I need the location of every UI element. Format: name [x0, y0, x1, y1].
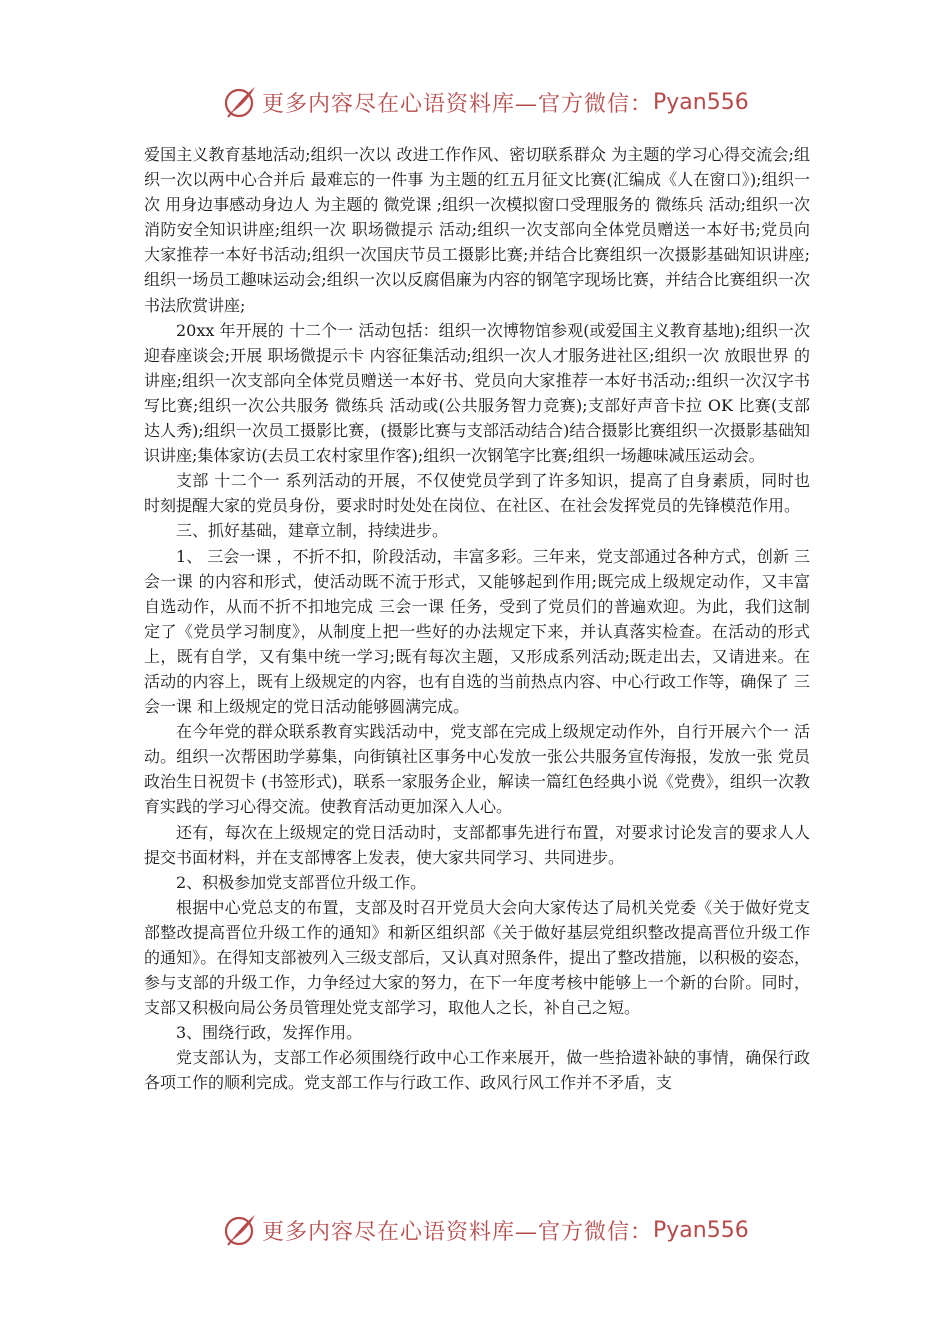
paragraph: 爱国主义教育基地活动;组织一次以 改进工作作风、密切联系群众 为主题的学习心得交流会;组织一次以两中心合并后 最难忘的一件事 为主题的红五月征文比赛(汇编成《人在窗口》);组织一次 用身边事感动身边人 为主题的 微党课 ;组织一次模拟窗口受理服务的 微练兵 活动;组织一次消防安全知识讲座;组织一次 职场微提示 活动;组织一次支部向全体党员赠送一本好书;党员向大家推荐一本好书活动;组织一次国庆节员工摄影比赛;并结合比赛组织一次摄影基础知识讲座;组织一场员工趣味运动会;组织一次以反腐倡廉为内容的钢笔字现场比赛，并结合比赛组织一次书法欣赏讲座;: [144, 145, 810, 315]
banner-text: 更多内容尽在心语资料库—官方微信：: [262, 91, 654, 117]
subsection-heading: 3、围绕行政，发挥作用。: [176, 1023, 363, 1043]
subsection-heading: 2、积极参加党支部晋位升级工作。: [176, 872, 427, 892]
banner-text: 更多内容尽在心语资料库—官方微信：: [262, 1219, 654, 1245]
paragraph: 还有，每次在上级规定的党日活动时，支部都事先进行布置，对要求讨论发言的要求人人提交书面材料，并在支部博客上发表，使大家共同学习、共同进步。: [144, 822, 810, 867]
quill-logo-icon: [222, 1212, 258, 1248]
header-banner: [222, 80, 749, 124]
section-heading: 三、抓好基础，建章立制，持续进步。: [176, 521, 449, 541]
paragraph: 20xx 年开展的 十二个一 活动包括：组织一次博物馆参观(或爱国主义教育基地);组织一次迎春座谈会;开展 职场微提示卡 内容征集活动;组织一次人才服务进社区;组织一次 放眼世界 的讲座;组织一次支部向全体党员赠送一本好书、党员向大家推荐一本好书活动;:组织一次汉字书写比赛;组织一次公共服务 微练兵 活动或(公共服务智力竞赛);支部好声音卡拉 OK 比赛(支部达人秀);组织一次员工摄影比赛，(摄影比赛与支部活动结合)结合摄影比赛组织一次摄影基础知识讲座;集体家访(去员工农村家里作客);组织一次钢笔字比赛;组织一场趣味减压运动会。: [144, 320, 810, 466]
document-body: [144, 142, 810, 1096]
paragraph: 在今年党的群众联系教育实践活动中，党支部在完成上级规定动作外，自行开展六个一 活动。组织一次帮困助学募集，向街镇社区事务中心发放一张公共服务宣传海报，发放一张 党员政治生日祝贺卡 (书签形式)，联系一家服务企业，解读一篇红色经典小说《党费》，组织一次教育实践的学习心得交流。使教育活动更加深入人心。: [144, 722, 810, 817]
quill-logo-icon: [222, 84, 258, 120]
footer-banner: [222, 1208, 749, 1252]
paragraph: 根据中心党总支的布置，支部及时召开党员大会向大家传达了局机关党委《关于做好党支部整改提高晋位升级工作的通知》和新区组织部《关于做好基层党组织整改提高晋位升级工作的通知》。在得知支部被列入三级支部后，又认真对照条件，提出了整改措施，以积极的姿态，参与支部的升级工作，力争经过大家的努力，在下一年度考核中能够上一个新的台阶。同时，支部又积极向局公务员管理处党支部学习，取他人之长，补自己之短。: [144, 897, 810, 1018]
banner-wechat-id: Pyan556: [653, 1217, 749, 1243]
paragraph: 1、 三会一课 ，不折不扣，阶段活动，丰富多彩。三年来，党支部通过各种方式，创新 三会一课 的内容和形式，使活动既不流于形式，又能够起到作用;既完成上级规定动作，又丰富自选动作，从而不折不扣地完成 三会一课 任务，受到了党员们的普遍欢迎。为此，我们这制定了《党员学习制度》，从制度上把一些好的办法规定下来，并认真落实检查。在活动的形式上，既有自学，又有集中统一学习;既有每次主题，又形成系列活动;既走出去，又请进来。在活动的内容上，既有上级规定的内容，也有自选的当前热点内容、中心行政工作等，确保了 三会一课 和上级规定的党日活动能够圆满完成。: [144, 546, 810, 717]
paragraph: 党支部认为，支部工作必须围绕行政中心工作来展开，做一些拾遗补缺的事情，确保行政各项工作的顺利完成。党支部工作与行政工作、政风行风工作并不矛盾，支: [144, 1048, 810, 1093]
paragraph: 支部 十二个一 系列活动的开展，不仅使党员学到了许多知识，提高了自身素质，同时也时刻提醒大家的党员身份，要求时时处处在岗位、在社区、在社会发挥党员的先锋模范作用。: [144, 471, 810, 516]
banner-wechat-id: Pyan556: [653, 89, 749, 115]
